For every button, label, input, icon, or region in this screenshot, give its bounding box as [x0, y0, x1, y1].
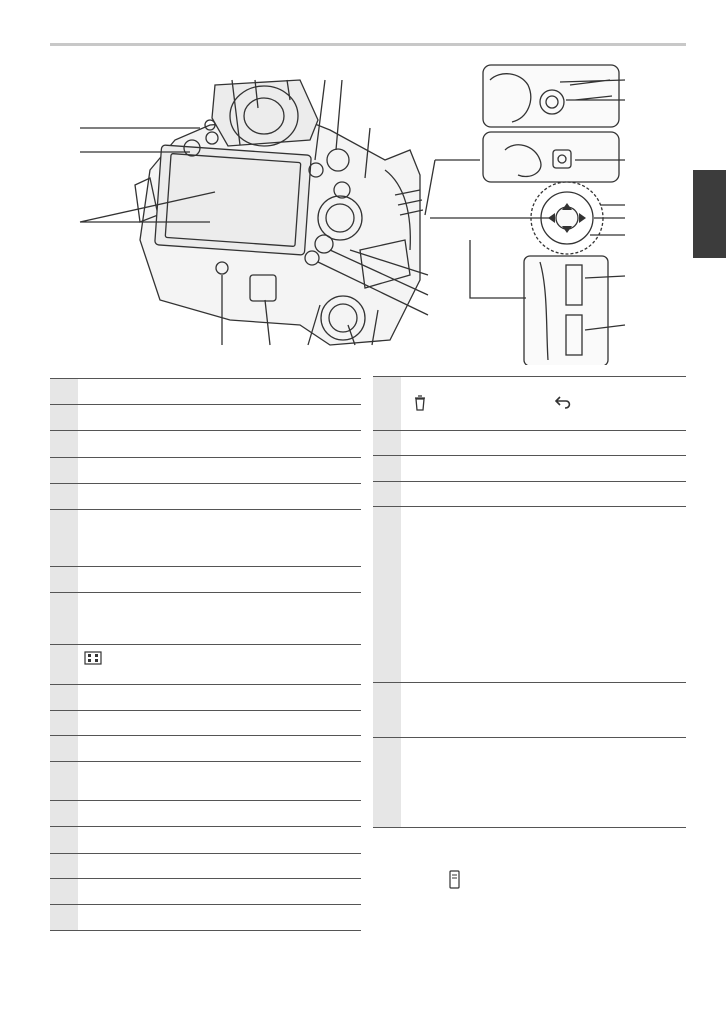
row-number-cell	[50, 801, 78, 826]
table-row	[50, 593, 361, 645]
row-number-cell	[50, 685, 78, 710]
row-number-cell	[50, 431, 78, 457]
table-row	[50, 762, 361, 801]
row-number-cell	[50, 593, 78, 644]
table-row	[50, 736, 361, 762]
row-number-cell	[50, 762, 78, 800]
row-number-cell	[50, 879, 78, 904]
table-row	[373, 431, 686, 456]
row-number-cell	[50, 379, 78, 404]
row-number-cell	[50, 405, 78, 430]
row-number-cell	[50, 854, 78, 878]
table-row	[50, 711, 361, 736]
table-row	[50, 879, 361, 905]
return-arrow-icon	[555, 395, 571, 414]
table-row	[373, 456, 686, 482]
table-row	[50, 905, 361, 931]
parts-table-left	[50, 378, 361, 931]
table-row	[373, 738, 686, 828]
trash-icon	[413, 395, 427, 416]
table-row	[373, 507, 686, 683]
quick-menu-grid-icon	[84, 651, 102, 670]
row-number-cell	[50, 827, 78, 853]
table-row	[373, 683, 686, 738]
row-number-cell	[50, 905, 78, 930]
table-row	[50, 379, 361, 405]
table-row	[373, 482, 686, 507]
row-number-cell	[50, 458, 78, 483]
table-row	[50, 567, 361, 593]
table-row	[50, 827, 361, 854]
table-row	[50, 854, 361, 879]
table-row	[50, 458, 361, 484]
table-row	[50, 431, 361, 458]
table-row	[50, 685, 361, 711]
top-rule	[50, 43, 686, 46]
table-row	[50, 484, 361, 510]
row-number-cell	[50, 567, 78, 592]
row-number-cell	[373, 377, 401, 430]
table-row	[50, 645, 361, 685]
table-row	[373, 377, 686, 431]
row-number-cell	[50, 484, 78, 509]
parts-table-right	[373, 376, 686, 828]
row-number-cell	[373, 738, 401, 827]
table-row	[50, 510, 361, 567]
card-slot-icon	[440, 868, 470, 892]
table-row	[50, 405, 361, 431]
row-number-cell	[373, 507, 401, 682]
row-number-cell	[50, 645, 78, 684]
row-number-cell	[373, 456, 401, 481]
table-row	[50, 801, 361, 827]
row-number-cell	[50, 510, 78, 566]
row-number-cell	[373, 482, 401, 506]
camera-illustration	[0, 55, 690, 365]
row-number-cell	[50, 736, 78, 761]
row-number-cell	[373, 431, 401, 455]
camera-rear-drawing	[0, 55, 690, 365]
row-number-cell	[50, 711, 78, 735]
section-tab	[693, 170, 726, 258]
row-number-cell	[373, 683, 401, 737]
